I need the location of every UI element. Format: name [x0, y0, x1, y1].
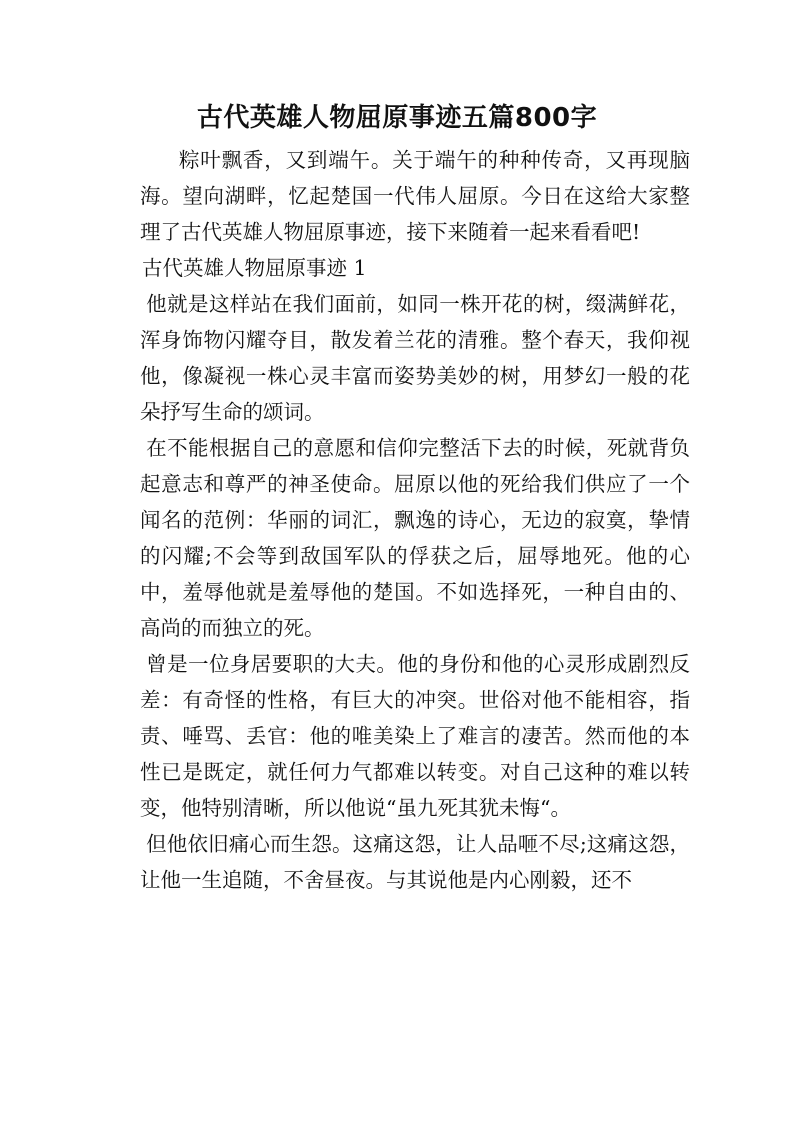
body-paragraph: 在不能根据自己的意愿和信仰完整活下去的时候，死就背负起意志和尊严的神圣使命。屈原以他的死给我们供应了一个闻名的范例：华丽的词汇，飘逸的诗心，无边的寂寞，挚情的闪耀;不会等到敌国军队的俘获之后，屈辱地死。他的心中，羞辱他就是羞辱他的楚国。不如选择死，一种自由的、高尚的而独立的死。 [140, 436, 690, 640]
document-title: 古代英雄人物屈原事迹五篇800字 [196, 103, 598, 133]
body-paragraph: 他就是这样站在我们面前，如同一株开花的树，缀满鲜花，浑身饰物闪耀夺目，散发着兰花的清雅。整个春天，我仰视他，像凝视一株心灵丰富而姿势美妙的树，用梦幻一般的花朵抒写生命的颂词。 [140, 292, 690, 424]
body-paragraph: 但他依旧痛心而生怨。这痛这怨，让人品咂不尽;这痛这怨，让他一生追随，不舍昼夜。与其说他是内心刚毅，还不 [140, 832, 690, 892]
intro-paragraph: 粽叶飘香，又到端午。关于端午的种种传奇，又再现脑海。望向湖畔，忆起楚国一代伟人屈原。今日在这给大家整理了古代英雄人物屈原事迹，接下来随着一起来看看吧! [140, 148, 690, 244]
body-paragraph: 曾是一位身居要职的大夫。他的身份和他的心灵形成剧烈反差：有奇怪的性格，有巨大的冲突。世俗对他不能相容，指责、唾骂、丢官：他的唯美染上了难言的凄苦。然而他的本性已是既定，就任何力气都难以转变。对自己这种的难以转变，他特别清晰，所以他说“虽九死其犹未悔“。 [140, 652, 690, 820]
section-heading: 古代英雄人物屈原事迹 1 [142, 256, 367, 280]
document-body [140, 142, 690, 898]
